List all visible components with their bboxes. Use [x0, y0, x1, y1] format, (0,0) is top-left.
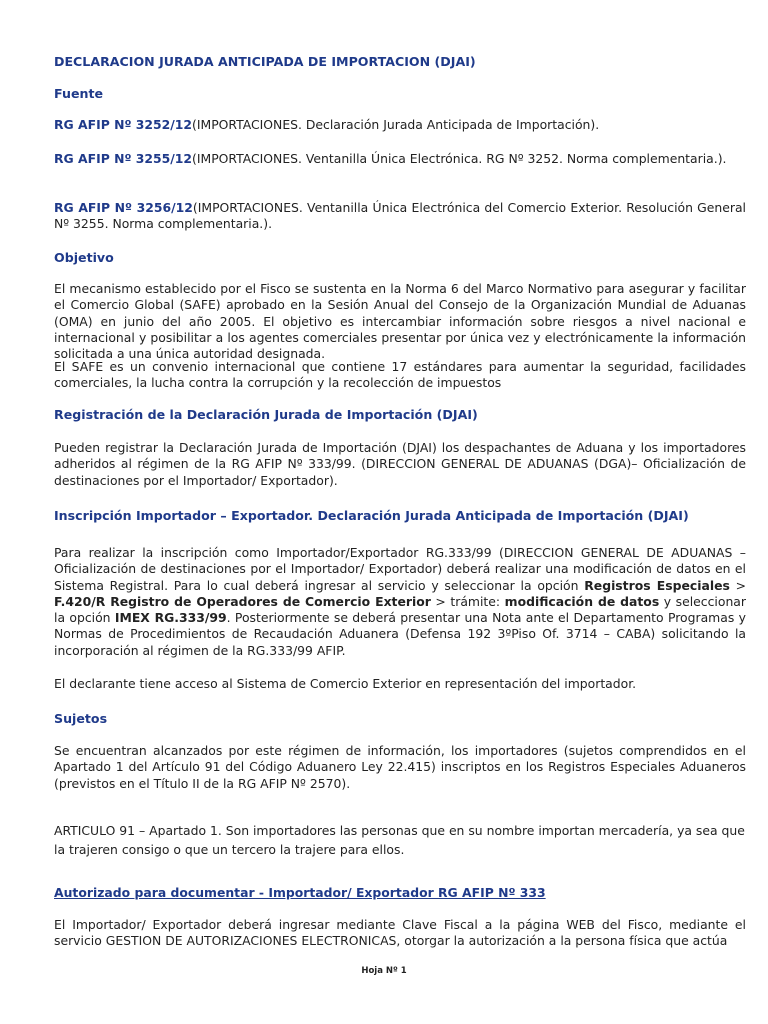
- registracion-heading: Registración de la Declaración Jurada de Importación (DJAI): [54, 407, 478, 422]
- source-item: [54, 200, 746, 233]
- objetivo-heading: Objetivo: [54, 250, 114, 265]
- inscripcion-paragraph: Para realizar la inscripción como Importador/Exportador RG.333/99 (DIRECCION GENERAL DE ADUANAS – Oficialización de destinaciones por el Importador/ Exportador) deberá realizar una modificación de datos en el Sistema Registral. Para lo cual deberá ingresar al servicio y seleccionar la opción Registros Especiales > F.420/R Registro de Operadores de Comercio Exterior > trámite: modificación de datos y seleccionar la opción IMEX RG.333/99. Posteriormente se deberá presentar una Nota ante el Departamento Programas y Normas de Procedimientos de Recaudación Aduanera (Defensa 192 3ºPiso Of. 3714 – CABA) solicitando la incorporación al régimen de la RG.333/99 AFIP.: [54, 545, 746, 658]
- source-desc: (IMPORTACIONES. Ventanilla Única Electrónica. RG Nº 3252. Norma complementaria.).: [192, 151, 727, 166]
- source-desc: (IMPORTACIONES. Declaración Jurada Anticipada de Importación).: [192, 117, 600, 132]
- source-ref-link[interactable]: RG AFIP Nº 3252/12: [54, 117, 193, 132]
- source-item: [54, 117, 746, 133]
- sujetos-paragraph: Se encuentran alcanzados por este régimen de información, los importadores (sujetos comprendidos en el Apartado 1 del Artículo 91 del Código Aduanero Ley 22.415) inscriptos en los Registros Especiales Aduaneros (previstos en el Título II de la RG AFIP Nº 2570).: [54, 743, 746, 791]
- document-title: DECLARACION JURADA ANTICIPADA DE IMPORTACION (DJAI): [54, 54, 476, 69]
- autorizado-link[interactable]: Autorizado para documentar - Importador/ Exportador RG AFIP Nº 333: [54, 885, 546, 900]
- page-footer: Hoja Nº 1: [361, 966, 407, 976]
- source-ref-link[interactable]: RG AFIP Nº 3256/12: [54, 200, 193, 215]
- inscripcion-heading: Inscripción Importador – Exportador. Declaración Jurada Anticipada de Importación (DJAI): [54, 508, 689, 523]
- fuente-heading: Fuente: [54, 86, 104, 101]
- objetivo-paragraph-2: El SAFE es un convenio internacional que contiene 17 estándares para aumentar la seguridad, facilidades comerciales, la lucha contra la corrupción y la recolección de impuestos: [54, 359, 746, 391]
- articulo-paragraph: ARTICULO 91 – Apartado 1. Son importadores las personas que en su nombre importan mercadería, ya sea que la trajeren consigo o que un tercero la trajere para ellos.: [54, 823, 745, 857]
- sujetos-heading: Sujetos: [54, 711, 108, 726]
- autorizado-paragraph: El Importador/ Exportador deberá ingresar mediante Clave Fiscal a la página WEB del Fisco, mediante el servicio GESTION DE AUTORIZACIONES ELECTRONICAS, otorgar la autorización a la persona física que actúa: [54, 917, 746, 949]
- source-ref-link[interactable]: RG AFIP Nº 3255/12: [54, 151, 193, 166]
- autorizado-heading[interactable]: [54, 885, 746, 901]
- objetivo-paragraph: El mecanismo establecido por el Fisco se sustenta en la Norma 6 del Marco Normativo para asegurar y facilitar el Comercio Global (SAFE) aprobado en la Sesión Anual del Consejo de la Organización Mundial de Aduanas (OMA) en junio del año 2005. El objetivo es intercambiar información sobre riesgos a nivel nacional e internacional y posibilitar a los agentes comerciales presentar por única vez y electrónicamente la información solicitada a una única autoridad designada.: [54, 281, 746, 362]
- source-item: [54, 151, 746, 167]
- source-desc: (IMPORTACIONES. Ventanilla Única Electrónica del Comercio Exterior. Resolución General Nº 3255. Norma complementaria.).: [54, 200, 747, 232]
- registracion-paragraph: Pueden registrar la Declaración Jurada de Importación (DJAI) los despachantes de Aduana y los importadores adheridos al régimen de la RG AFIP Nº 333/99. (DIRECCION GENERAL DE ADUANAS (DGA)– Oficialización de destinaciones por el Importador/ Exportador).: [54, 440, 746, 488]
- inscripcion-paragraph-2: El declarante tiene acceso al Sistema de Comercio Exterior en representación del importador.: [54, 676, 637, 691]
